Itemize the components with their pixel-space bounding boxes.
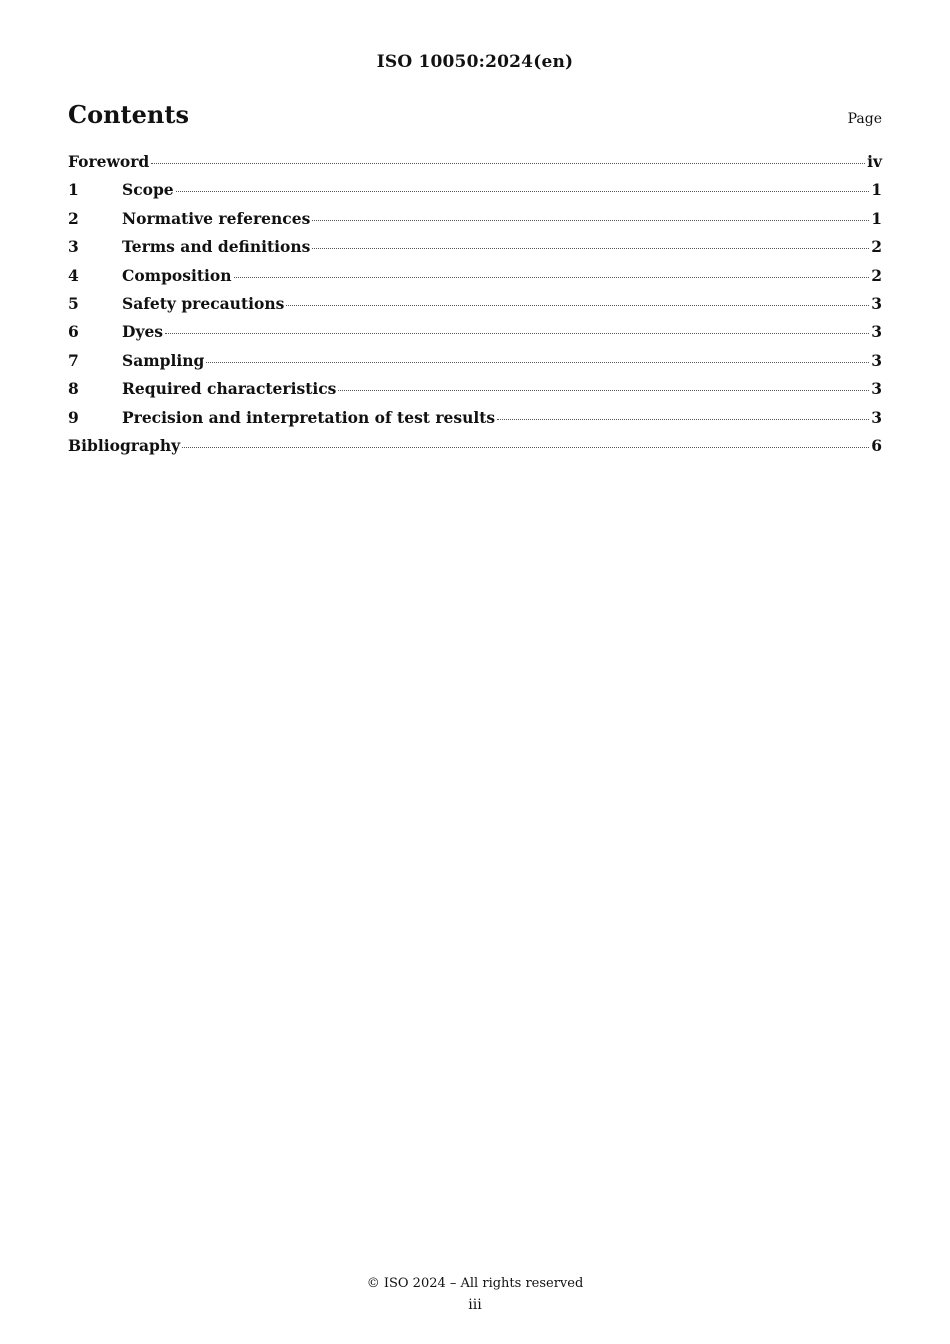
toc-entry-title: Composition <box>122 265 232 285</box>
toc-entry-safety-precautions[interactable] <box>68 294 882 322</box>
contents-heading-row <box>68 100 882 129</box>
toc-entry-normative-references[interactable] <box>68 209 882 237</box>
toc-entry-page: 3 <box>871 407 882 427</box>
toc-leader-dots <box>497 419 869 420</box>
toc-leader-dots <box>338 390 869 391</box>
page-column-label: Page <box>847 111 882 127</box>
toc-entry-title: Precision and interpretation of test results <box>122 407 496 427</box>
toc-leader-dots <box>151 163 865 164</box>
toc-entry-title: Dyes <box>122 322 164 342</box>
toc-entry-foreword[interactable] <box>68 152 882 180</box>
toc-entry-dyes[interactable] <box>68 322 882 350</box>
toc-entry-page: 3 <box>871 379 882 399</box>
toc-entry-title: Sampling <box>122 350 205 370</box>
toc-entry-number: 8 <box>68 379 79 399</box>
toc-entry-page: iv <box>867 152 882 171</box>
toc-leader-dots <box>312 220 869 221</box>
contents-title: Contents <box>68 100 189 129</box>
toc-entry-number: 9 <box>68 407 79 427</box>
footer-copyright: © ISO 2024 – All rights reserved <box>366 1276 584 1291</box>
toc-entry-precision-and-interpretation[interactable] <box>68 408 882 436</box>
toc-entry-number: 2 <box>68 208 79 228</box>
toc-entry-number: 4 <box>68 265 79 285</box>
toc-entry-composition[interactable] <box>68 266 882 294</box>
toc-entry-required-characteristics[interactable] <box>68 379 882 407</box>
toc-leader-dots <box>176 191 870 192</box>
toc-leader-dots <box>165 333 869 334</box>
toc-entry-title: Normative references <box>122 208 311 228</box>
toc-entry-number: 1 <box>68 180 79 200</box>
toc-entry-title: Safety precautions <box>122 293 285 313</box>
toc-entry-page: 2 <box>871 237 882 257</box>
toc-entry-title: Required characteristics <box>122 379 337 399</box>
toc-entry-scope[interactable] <box>68 180 882 208</box>
toc-leader-dots <box>286 305 869 306</box>
toc-entry-title: Bibliography <box>68 435 181 455</box>
toc-entry-page: 3 <box>871 293 882 313</box>
toc-entry-page: 1 <box>871 208 882 228</box>
toc-entry-page: 1 <box>871 180 882 200</box>
toc-entry-page: 3 <box>871 350 882 370</box>
toc-entry-bibliography[interactable] <box>68 436 882 464</box>
toc-entry-page: 3 <box>871 322 882 342</box>
footer-page-number: iii <box>468 1297 482 1313</box>
toc-entry-title: Terms and definitions <box>122 237 311 257</box>
toc-leader-dots <box>182 447 869 448</box>
toc-entry-number: 7 <box>68 350 79 370</box>
toc-leader-dots <box>312 248 869 249</box>
toc-leader-dots <box>234 277 870 278</box>
toc-entry-title: Foreword <box>68 152 150 171</box>
toc-entry-sampling[interactable] <box>68 351 882 379</box>
toc-entry-number: 6 <box>68 322 79 342</box>
toc-entry-number: 3 <box>68 237 79 257</box>
toc-entry-page: 6 <box>871 435 882 455</box>
document-header: ISO 10050:2024(en) <box>376 52 574 72</box>
toc-entry-number: 5 <box>68 293 79 313</box>
toc-entry-page: 2 <box>871 265 882 285</box>
toc-entry-title: Scope <box>122 180 174 200</box>
toc-entry-terms-and-definitions[interactable] <box>68 237 882 265</box>
toc-leader-dots <box>206 362 869 363</box>
table-of-contents <box>68 152 882 464</box>
